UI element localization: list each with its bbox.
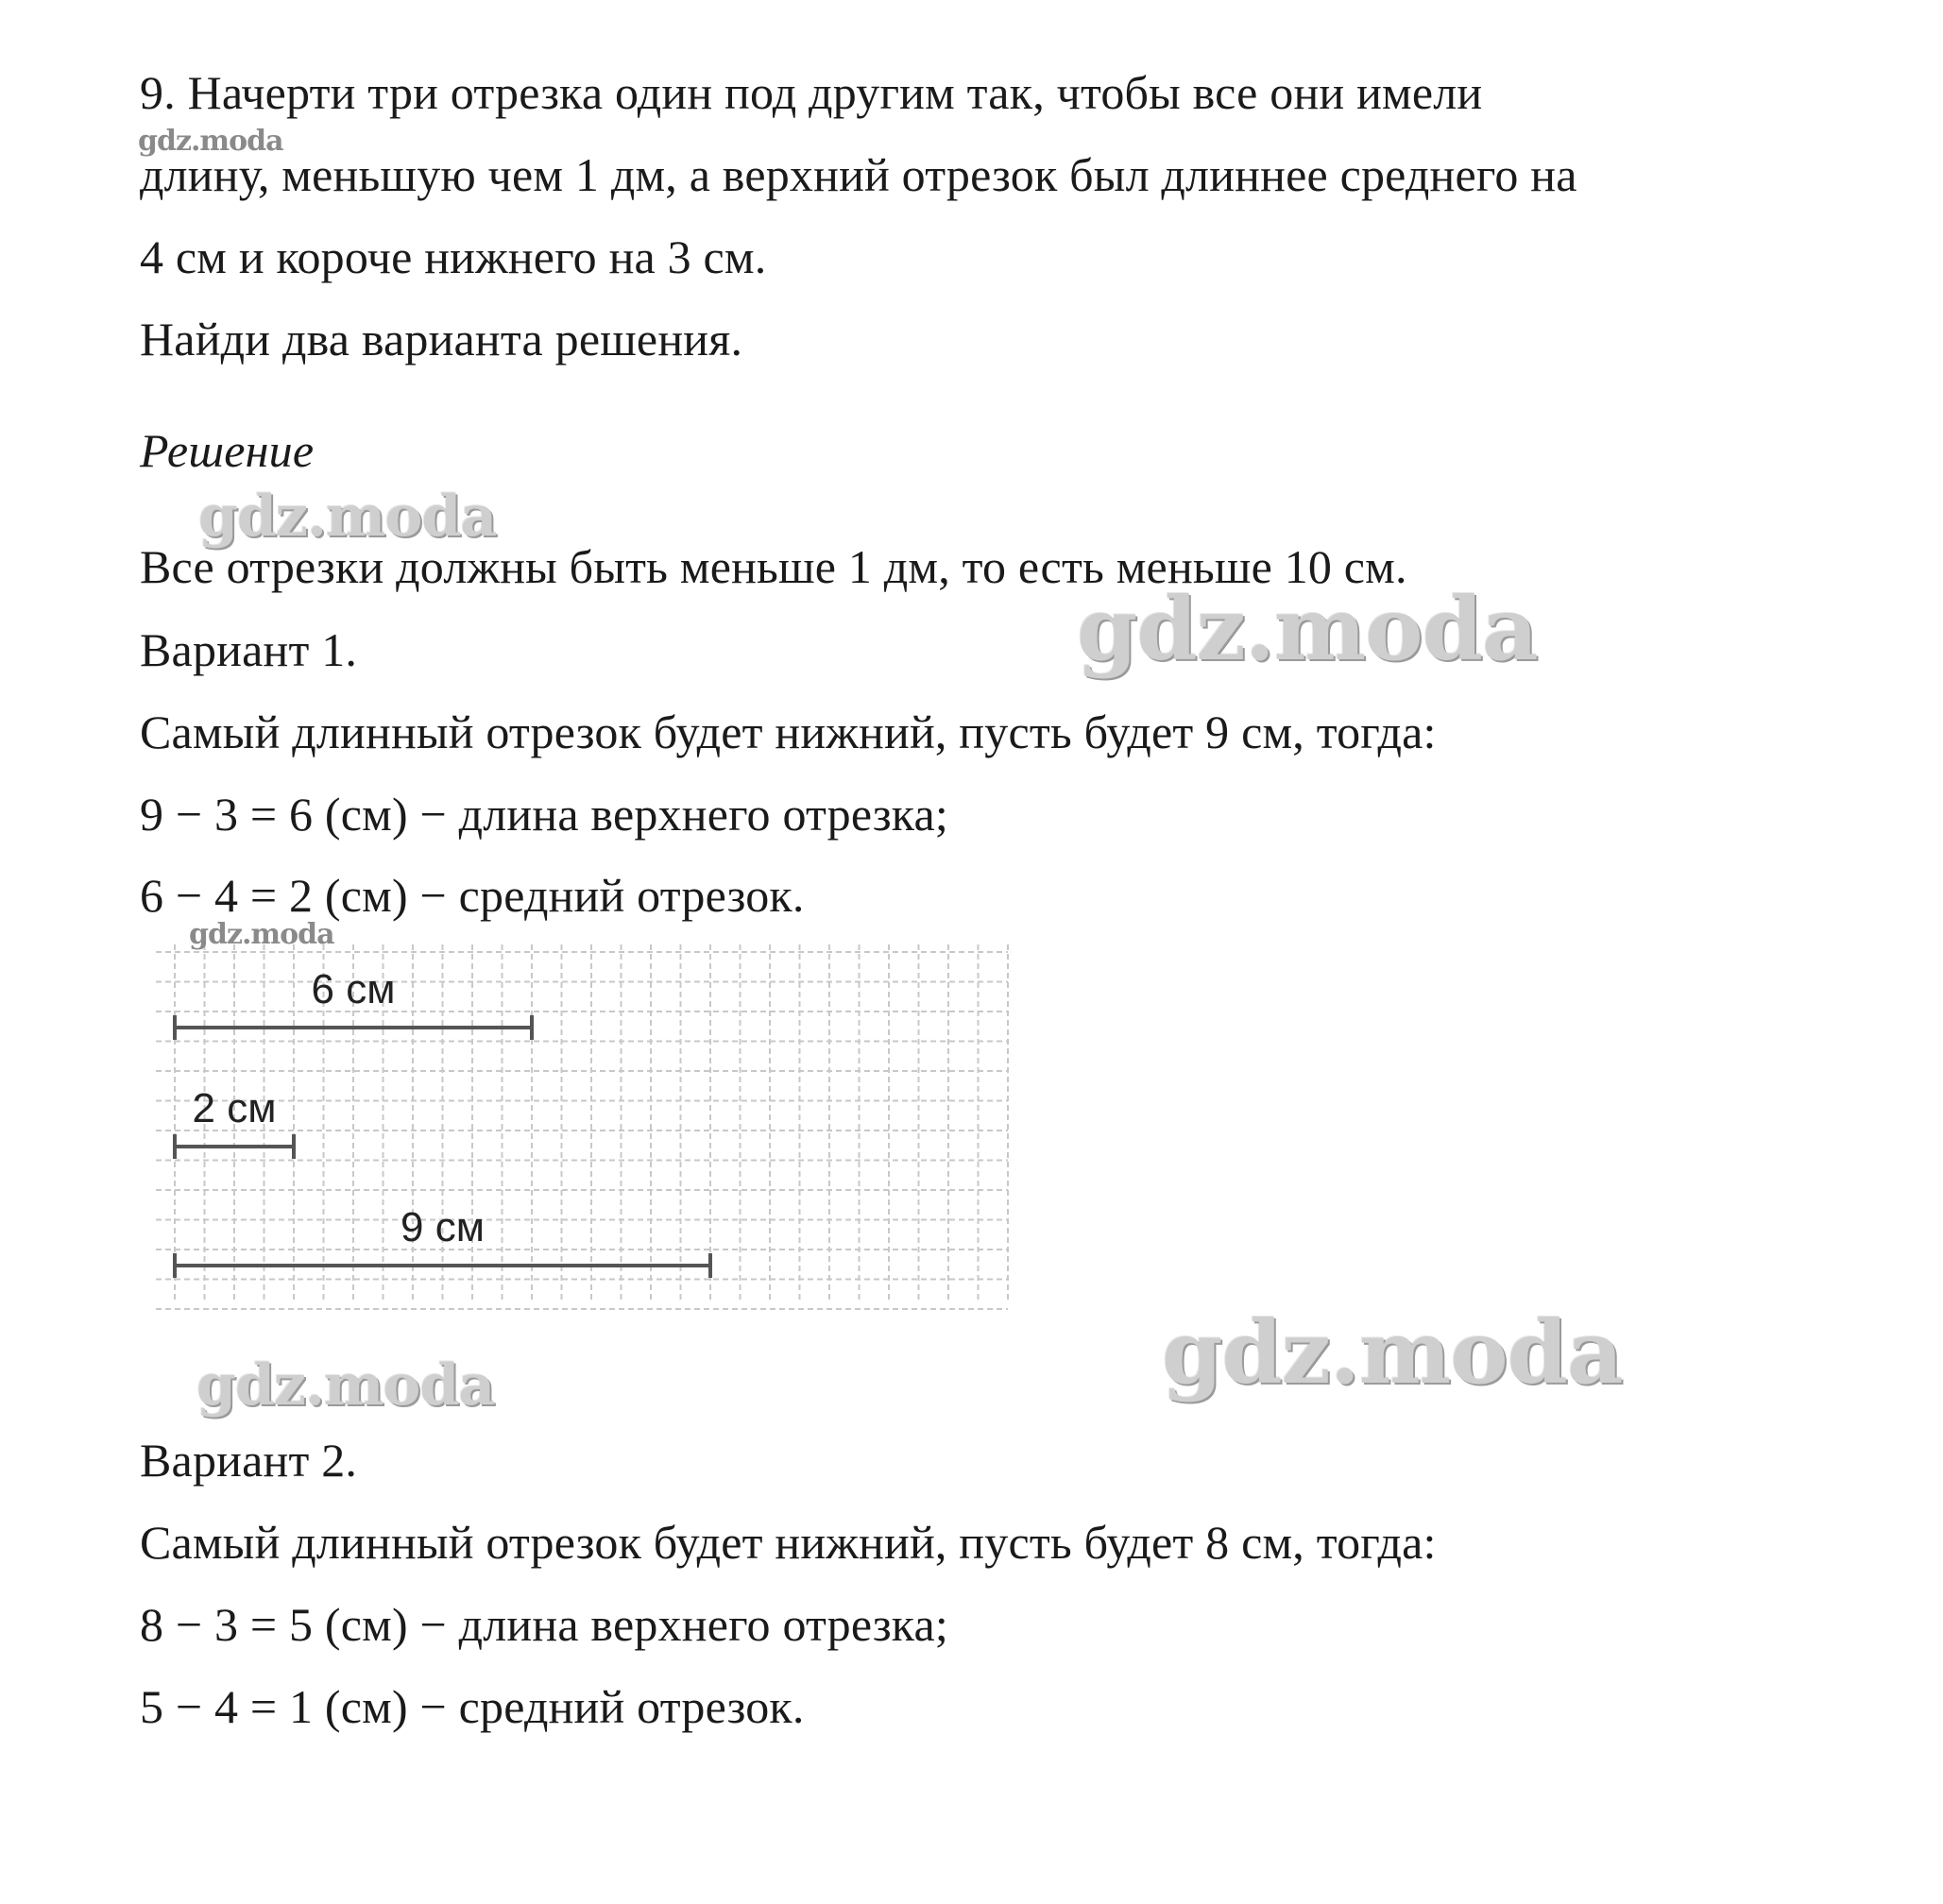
watermark-logo: gdz.moda [1077,578,1538,680]
watermark-logo: gdz.moda [138,125,283,158]
watermark-logo: gdz.moda [189,918,334,951]
watermark-logo: gdz.moda [1162,1301,1623,1403]
watermark-logo: gdz.moda [196,1352,495,1419]
problem-line-3: 4 см и короче нижнего на 3 см. [140,230,767,283]
watermark-logo: gdz.moda [198,484,497,550]
variant1-title: Вариант 1. [140,623,358,676]
variant2-calc1: 8 − 3 = 5 (см) − длина верхнего отрезка; [140,1598,949,1651]
variant1-calc2: 6 − 4 = 2 (см) − средний отрезок. [140,869,805,922]
solution-heading: Решение [140,424,315,477]
variant2-title: Вариант 2. [140,1434,358,1487]
problem-line-1: 9. Начерти три отрезка один под другим так, чтобы все они имели [140,66,1483,119]
segment-middle-label: 2 см [192,1085,277,1131]
segments-figure [156,944,1270,1332]
variant2-text: Самый длинный отрезок будет нижний, пусть будет 8 см, тогда: [140,1516,1437,1569]
solution-intro: Все отрезки должны быть меньше 1 дм, то есть меньше 10 см. [140,540,1407,593]
problem-line-2: длину, меньшую чем 1 дм, а верхний отрезок был длиннее среднего на [140,148,1577,201]
grid-paper [156,944,1008,1309]
variant1-calc1: 9 − 3 = 6 (см) − длина верхнего отрезка; [140,788,949,841]
variant1-text: Самый длинный отрезок будет нижний, пусть будет 9 см, тогда: [140,706,1437,758]
segment-bottom-label: 9 см [401,1204,485,1250]
segment-top-label: 6 см [311,966,396,1012]
problem-line-4: Найди два варианта решения. [140,313,743,366]
variant2-calc2: 5 − 4 = 1 (см) − средний отрезок. [140,1680,805,1733]
